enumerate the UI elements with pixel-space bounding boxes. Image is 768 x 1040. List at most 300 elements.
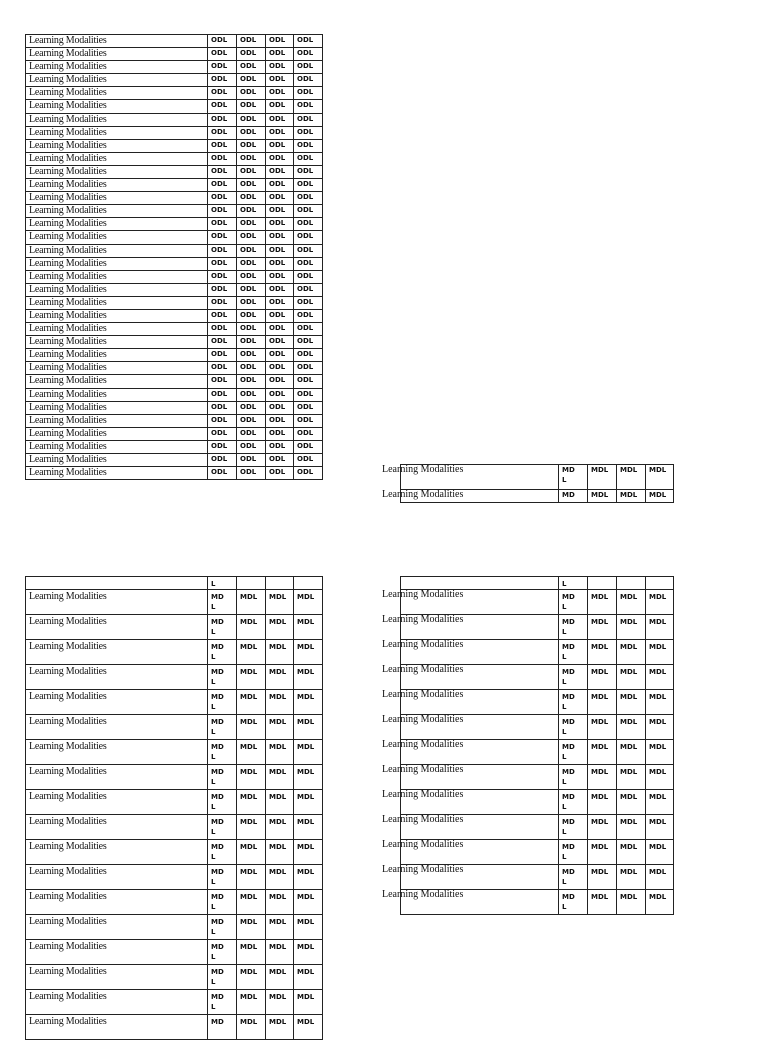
- row-label: Learning Modalities: [382, 689, 464, 700]
- modality-code: ODL: [266, 152, 294, 165]
- table-row: [26, 454, 323, 467]
- modality-code: MDL: [588, 665, 617, 690]
- modality-code: MDL: [294, 690, 323, 715]
- modality-code: ODL: [208, 257, 237, 270]
- modality-code: MD L: [208, 615, 237, 640]
- modality-code: MD L: [559, 890, 588, 915]
- modality-code: MDL: [588, 465, 617, 490]
- modality-code: ODL: [237, 113, 266, 126]
- row-label: Learning Modalities: [382, 614, 464, 625]
- modality-code: ODL: [237, 139, 266, 152]
- modality-code: ODL: [208, 87, 237, 100]
- modality-code: ODL: [237, 218, 266, 231]
- modality-code: MDL: [237, 765, 266, 790]
- table-row: [26, 309, 323, 322]
- modality-code: ODL: [237, 427, 266, 440]
- modality-code: ODL: [294, 257, 323, 270]
- modality-code: ODL: [208, 74, 237, 87]
- modality-code: MDL: [266, 915, 294, 940]
- modality-code: ODL: [237, 414, 266, 427]
- modality-code: MDL: [646, 890, 674, 915]
- row-label: Learning Modalities: [26, 205, 208, 218]
- modality-code: [237, 577, 266, 590]
- modality-code: MDL: [646, 465, 674, 490]
- row-label: Learning Modalities: [26, 48, 208, 61]
- modality-code: MDL: [617, 765, 646, 790]
- row-label: Learning Modalities: [26, 152, 208, 165]
- table-row: [26, 890, 323, 915]
- row-label: Learning Modalities: [26, 865, 208, 890]
- modality-code: ODL: [294, 218, 323, 231]
- modality-code: ODL: [294, 296, 323, 309]
- modality-code: ODL: [266, 440, 294, 453]
- modality-code: ODL: [208, 440, 237, 453]
- modality-code: MD L: [559, 840, 588, 865]
- table-row: [26, 205, 323, 218]
- modality-code: MDL: [646, 790, 674, 815]
- modality-code: ODL: [208, 454, 237, 467]
- modality-code: ODL: [294, 192, 323, 205]
- modality-code: ODL: [237, 244, 266, 257]
- row-label: Learning Modalities: [382, 714, 464, 725]
- modality-code: MDL: [646, 865, 674, 890]
- modality-code: ODL: [266, 113, 294, 126]
- modality-code: MDL: [617, 490, 646, 503]
- modality-code: MD L: [208, 665, 237, 690]
- modality-code: ODL: [266, 336, 294, 349]
- table-row: [26, 790, 323, 815]
- table-row: [26, 840, 323, 865]
- row-label: Learning Modalities: [26, 640, 208, 665]
- modality-code: MDL: [294, 715, 323, 740]
- table-row: [26, 218, 323, 231]
- modality-code: ODL: [208, 309, 237, 322]
- mdl-table-bottom-left: [25, 576, 323, 1040]
- modality-code: ODL: [208, 414, 237, 427]
- modality-code: MDL: [237, 915, 266, 940]
- row-label: Learning Modalities: [26, 454, 208, 467]
- row-label: Learning Modalities: [382, 864, 464, 875]
- odl-table: [25, 34, 323, 480]
- modality-code: ODL: [208, 35, 237, 48]
- modality-code: ODL: [294, 309, 323, 322]
- modality-code: MDL: [588, 490, 617, 503]
- modality-code: MDL: [588, 790, 617, 815]
- modality-code: ODL: [294, 74, 323, 87]
- row-label: Learning Modalities: [382, 639, 464, 650]
- modality-code: ODL: [237, 205, 266, 218]
- row-label: Learning Modalities: [26, 690, 208, 715]
- modality-code: ODL: [208, 349, 237, 362]
- modality-code: ODL: [237, 467, 266, 480]
- modality-code: MDL: [617, 865, 646, 890]
- row-label: Learning Modalities: [26, 257, 208, 270]
- modality-code: ODL: [237, 100, 266, 113]
- row-label: Learning Modalities: [26, 665, 208, 690]
- modality-code: MDL: [294, 615, 323, 640]
- modality-code: ODL: [266, 309, 294, 322]
- modality-code: ODL: [294, 139, 323, 152]
- modality-code: MDL: [294, 965, 323, 990]
- modality-code: MD L: [208, 990, 237, 1015]
- modality-code: ODL: [208, 362, 237, 375]
- modality-code: MDL: [646, 665, 674, 690]
- row-label: Learning Modalities: [382, 789, 464, 800]
- modality-code: MDL: [294, 815, 323, 840]
- modality-code: MDL: [588, 690, 617, 715]
- modality-code: MD L: [559, 665, 588, 690]
- modality-code: ODL: [294, 113, 323, 126]
- table-row: [26, 765, 323, 790]
- modality-code: MDL: [237, 1015, 266, 1040]
- row-label: Learning Modalities: [26, 74, 208, 87]
- modality-code: ODL: [237, 152, 266, 165]
- modality-code: MD: [559, 490, 588, 503]
- modality-code: ODL: [237, 362, 266, 375]
- modality-code: ODL: [208, 467, 237, 480]
- table-row: [26, 231, 323, 244]
- modality-code: MD L: [208, 865, 237, 890]
- modality-code: ODL: [237, 74, 266, 87]
- modality-code: ODL: [294, 152, 323, 165]
- modality-code: ODL: [208, 113, 237, 126]
- table-row: [26, 440, 323, 453]
- modality-code: ODL: [294, 336, 323, 349]
- modality-code: ODL: [266, 179, 294, 192]
- modality-code: MD L: [559, 715, 588, 740]
- row-label: Learning Modalities: [26, 296, 208, 309]
- modality-code: MDL: [294, 890, 323, 915]
- modality-code: ODL: [266, 296, 294, 309]
- row-label: Learning Modalities: [26, 231, 208, 244]
- row-label-cell: [401, 577, 559, 590]
- modality-code: ODL: [208, 205, 237, 218]
- modality-code: MD L: [208, 840, 237, 865]
- row-label: Learning Modalities: [26, 815, 208, 840]
- table-row: [26, 152, 323, 165]
- table-row: [26, 323, 323, 336]
- modality-code: MDL: [294, 740, 323, 765]
- modality-code: MDL: [237, 690, 266, 715]
- modality-code: ODL: [237, 270, 266, 283]
- modality-code: MDL: [266, 590, 294, 615]
- modality-code: MDL: [237, 965, 266, 990]
- modality-code: MDL: [617, 715, 646, 740]
- modality-code: MDL: [294, 790, 323, 815]
- row-label: Learning Modalities: [26, 915, 208, 940]
- modality-code: ODL: [237, 401, 266, 414]
- modality-code: MD L: [208, 740, 237, 765]
- row-label: Learning Modalities: [26, 790, 208, 815]
- table-row: [26, 915, 323, 940]
- row-label: Learning Modalities: [26, 615, 208, 640]
- row-label: Learning Modalities: [26, 165, 208, 178]
- modality-code: MDL: [646, 840, 674, 865]
- modality-code: ODL: [237, 61, 266, 74]
- modality-code: ODL: [237, 349, 266, 362]
- table-row: [26, 244, 323, 257]
- row-label: Learning Modalities: [382, 889, 464, 900]
- table-row: [26, 257, 323, 270]
- modality-code: ODL: [294, 205, 323, 218]
- modality-code: ODL: [237, 35, 266, 48]
- row-label: Learning Modalities: [382, 814, 464, 825]
- modality-code: MDL: [237, 615, 266, 640]
- modality-code: MDL: [266, 815, 294, 840]
- modality-code: MDL: [646, 740, 674, 765]
- table-row: [26, 336, 323, 349]
- modality-code: ODL: [294, 48, 323, 61]
- modality-code: MDL: [294, 840, 323, 865]
- modality-code: MDL: [588, 615, 617, 640]
- table-row: [26, 100, 323, 113]
- modality-code: MD L: [208, 815, 237, 840]
- modality-code: MDL: [617, 465, 646, 490]
- table-row: [26, 427, 323, 440]
- row-label: Learning Modalities: [26, 440, 208, 453]
- modality-code: MD L: [208, 965, 237, 990]
- modality-code: L: [208, 577, 237, 590]
- modality-code: MDL: [617, 815, 646, 840]
- modality-code: ODL: [237, 454, 266, 467]
- modality-code: MDL: [588, 765, 617, 790]
- table-row: [26, 615, 323, 640]
- modality-code: ODL: [266, 414, 294, 427]
- row-label: Learning Modalities: [26, 715, 208, 740]
- modality-code: ODL: [266, 401, 294, 414]
- modality-code: ODL: [237, 192, 266, 205]
- modality-code: MDL: [617, 890, 646, 915]
- modality-code: ODL: [294, 454, 323, 467]
- modality-code: MDL: [237, 815, 266, 840]
- modality-code: MDL: [588, 865, 617, 890]
- row-label: Learning Modalities: [26, 87, 208, 100]
- modality-code: MD L: [559, 465, 588, 490]
- modality-code: ODL: [237, 179, 266, 192]
- table-row: [26, 165, 323, 178]
- row-label-cell: [26, 577, 208, 590]
- modality-code: ODL: [294, 126, 323, 139]
- modality-code: ODL: [294, 270, 323, 283]
- modality-code: ODL: [266, 270, 294, 283]
- modality-code: ODL: [294, 231, 323, 244]
- modality-code: MD L: [559, 740, 588, 765]
- modality-code: ODL: [266, 87, 294, 100]
- row-label: Learning Modalities: [26, 349, 208, 362]
- modality-code: MDL: [646, 715, 674, 740]
- modality-code: MD L: [208, 790, 237, 815]
- table-row: [26, 87, 323, 100]
- row-label: Learning Modalities: [26, 35, 208, 48]
- row-label: Learning Modalities: [26, 218, 208, 231]
- row-label: Learning Modalities: [26, 590, 208, 615]
- modality-code: MDL: [266, 965, 294, 990]
- row-label: Learning Modalities: [26, 401, 208, 414]
- row-label: Learning Modalities: [26, 192, 208, 205]
- modality-code: MDL: [266, 865, 294, 890]
- modality-code: MD L: [208, 915, 237, 940]
- modality-code: MDL: [588, 815, 617, 840]
- modality-code: ODL: [266, 126, 294, 139]
- modality-code: MDL: [617, 840, 646, 865]
- row-label: Learning Modalities: [382, 589, 464, 600]
- modality-code: [266, 577, 294, 590]
- table-row: [26, 940, 323, 965]
- modality-code: ODL: [266, 362, 294, 375]
- modality-code: ODL: [208, 401, 237, 414]
- modality-code: MD L: [559, 640, 588, 665]
- row-label: Learning Modalities: [26, 388, 208, 401]
- modality-code: MDL: [588, 590, 617, 615]
- odl-table-body: [26, 35, 323, 480]
- row-label: Learning Modalities: [26, 61, 208, 74]
- modality-code: ODL: [208, 270, 237, 283]
- table-row: [26, 74, 323, 87]
- modality-code: MDL: [294, 940, 323, 965]
- modality-code: ODL: [294, 401, 323, 414]
- modality-code: MDL: [266, 690, 294, 715]
- modality-code: MDL: [237, 865, 266, 890]
- modality-code: [617, 577, 646, 590]
- row-label: Learning Modalities: [382, 739, 464, 750]
- modality-code: MDL: [617, 740, 646, 765]
- modality-code: ODL: [237, 257, 266, 270]
- modality-code: MDL: [237, 940, 266, 965]
- modality-code: MD L: [208, 715, 237, 740]
- modality-code: ODL: [237, 388, 266, 401]
- modality-code: ODL: [266, 35, 294, 48]
- row-label: Learning Modalities: [26, 965, 208, 990]
- modality-code: MDL: [588, 840, 617, 865]
- modality-code: [646, 577, 674, 590]
- modality-code: ODL: [266, 48, 294, 61]
- modality-code: ODL: [237, 440, 266, 453]
- modality-code: ODL: [266, 139, 294, 152]
- row-label: Learning Modalities: [26, 467, 208, 480]
- modality-code: MDL: [237, 715, 266, 740]
- modality-code: MDL: [588, 740, 617, 765]
- table-row: [26, 362, 323, 375]
- row-label: Learning Modalities: [26, 113, 208, 126]
- modality-code: MDL: [646, 690, 674, 715]
- modality-code: ODL: [294, 427, 323, 440]
- row-label: Learning Modalities: [382, 839, 464, 850]
- modality-code: ODL: [208, 192, 237, 205]
- modality-code: ODL: [237, 126, 266, 139]
- row-label: Learning Modalities: [26, 375, 208, 388]
- table-row: [26, 349, 323, 362]
- table-row: [26, 965, 323, 990]
- table-row: [26, 640, 323, 665]
- row-label: Learning Modalities: [26, 990, 208, 1015]
- modality-code: ODL: [237, 375, 266, 388]
- modality-code: MDL: [266, 840, 294, 865]
- table-row: [26, 401, 323, 414]
- modality-code: ODL: [294, 35, 323, 48]
- modality-code: MDL: [266, 740, 294, 765]
- modality-code: ODL: [294, 61, 323, 74]
- modality-code: MDL: [266, 790, 294, 815]
- modality-code: ODL: [266, 231, 294, 244]
- modality-code: MDL: [617, 590, 646, 615]
- modality-code: MDL: [237, 840, 266, 865]
- table-row: [26, 126, 323, 139]
- row-label: Learning Modalities: [26, 362, 208, 375]
- modality-code: MDL: [588, 890, 617, 915]
- modality-code: ODL: [208, 61, 237, 74]
- modality-code: ODL: [266, 100, 294, 113]
- row-label: Learning Modalities: [26, 283, 208, 296]
- modality-code: MD L: [208, 765, 237, 790]
- row-label: Learning Modalities: [26, 890, 208, 915]
- mdl-table-bottom-left-body: [26, 577, 323, 1040]
- modality-code: ODL: [294, 414, 323, 427]
- modality-code: MDL: [617, 665, 646, 690]
- modality-code: ODL: [237, 323, 266, 336]
- modality-code: ODL: [208, 323, 237, 336]
- row-label: Learning Modalities: [26, 765, 208, 790]
- table-row: [26, 715, 323, 740]
- modality-code: ODL: [294, 244, 323, 257]
- modality-code: ODL: [266, 454, 294, 467]
- modality-code: ODL: [208, 244, 237, 257]
- modality-code: ODL: [294, 179, 323, 192]
- row-label: Learning Modalities: [26, 126, 208, 139]
- row-label: Learning Modalities: [26, 309, 208, 322]
- modality-code: ODL: [208, 152, 237, 165]
- table-row: [26, 113, 323, 126]
- modality-code: ODL: [208, 231, 237, 244]
- modality-code: ODL: [208, 126, 237, 139]
- modality-code: MDL: [266, 940, 294, 965]
- modality-code: ODL: [208, 296, 237, 309]
- modality-code: MD L: [208, 690, 237, 715]
- modality-code: ODL: [208, 179, 237, 192]
- table-row: [26, 61, 323, 74]
- row-label: Learning Modalities: [26, 139, 208, 152]
- table-row: [26, 179, 323, 192]
- row-label: Learning Modalities: [26, 427, 208, 440]
- row-label: Learning Modalities: [382, 489, 464, 500]
- modality-code: MDL: [294, 640, 323, 665]
- modality-code: ODL: [266, 192, 294, 205]
- modality-code: ODL: [237, 309, 266, 322]
- modality-code: ODL: [266, 388, 294, 401]
- modality-code: ODL: [294, 440, 323, 453]
- modality-code: MD L: [208, 890, 237, 915]
- row-label: Learning Modalities: [26, 940, 208, 965]
- row-label: Learning Modalities: [26, 336, 208, 349]
- modality-code: MDL: [617, 690, 646, 715]
- modality-code: MD L: [559, 815, 588, 840]
- modality-code: ODL: [294, 388, 323, 401]
- modality-code: MDL: [617, 615, 646, 640]
- modality-code: [588, 577, 617, 590]
- modality-code: ODL: [237, 48, 266, 61]
- modality-code: MDL: [294, 990, 323, 1015]
- modality-code: ODL: [237, 87, 266, 100]
- modality-code: MDL: [237, 665, 266, 690]
- table-row: [26, 388, 323, 401]
- table-row: [26, 690, 323, 715]
- modality-code: [294, 577, 323, 590]
- row-label: Learning Modalities: [382, 664, 464, 675]
- modality-code: ODL: [266, 205, 294, 218]
- modality-code: ODL: [237, 283, 266, 296]
- modality-code: MDL: [646, 640, 674, 665]
- modality-code: MD L: [208, 940, 237, 965]
- row-label: Learning Modalities: [26, 740, 208, 765]
